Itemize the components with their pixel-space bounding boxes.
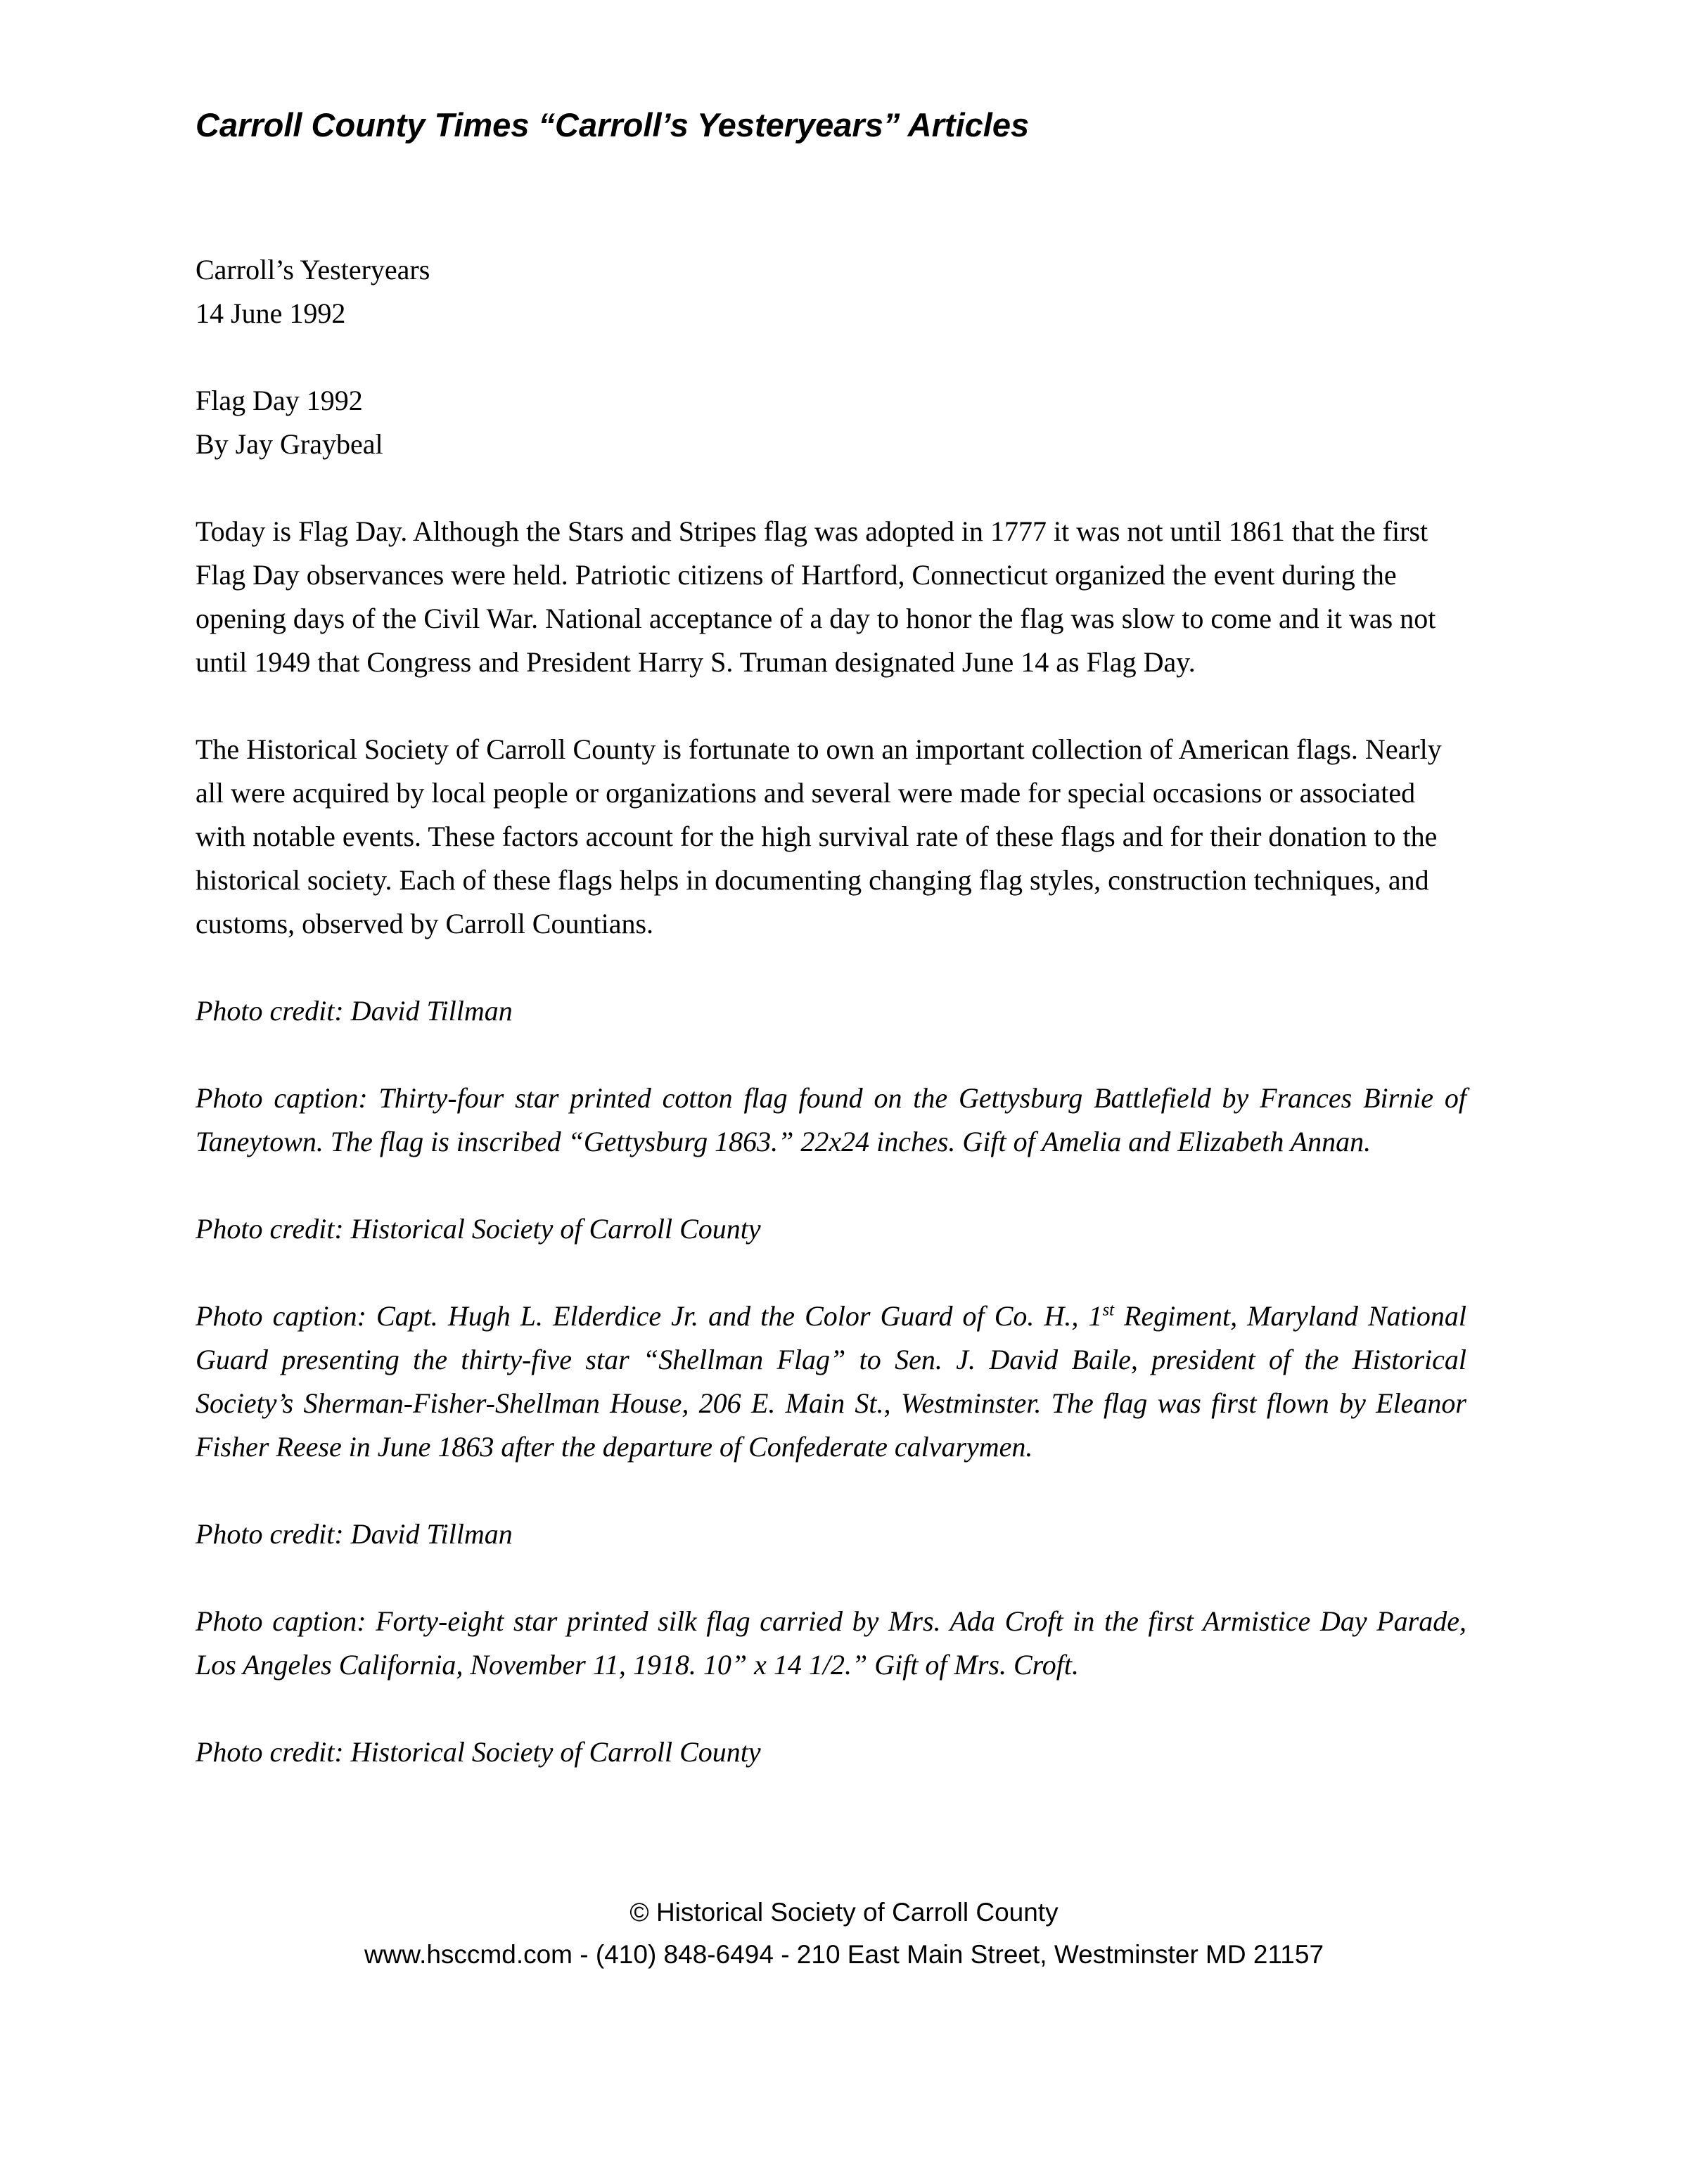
footer-copyright: © Historical Society of Carroll County	[629, 1898, 1059, 1927]
photo-credit-2-block	[196, 1207, 1466, 1251]
document-header-title: Carroll County Times “Carroll’s Yesteryears” Articles	[196, 106, 1030, 143]
article-date-line: 14 June 1992	[196, 297, 346, 329]
article-title-block	[196, 379, 1466, 466]
article-paragraph-1-block	[196, 510, 1466, 684]
article-title-line: Flag Day 1992	[196, 385, 363, 416]
photo-caption-2	[196, 1295, 1466, 1469]
photo-caption-2-post: Regiment, Maryland National Guard presenting the thirty-five star “Shellman Flag” to Sen. J. David Baile, president of the Historical Society’s Sherman-Fisher-Shellman House, 206 E. Main St., Westminster. The flag was first flown by Eleanor Fisher Reese in June 1863 after the departure of Confederate calvarymen.	[196, 1300, 1467, 1463]
article-paragraph-2-block	[196, 728, 1466, 946]
photo-caption-2-pre: Photo caption: Capt. Hugh L. Elderdice Jr. and the Color Guard of Co. H., 1	[196, 1300, 1103, 1332]
article-byline: By Jay Graybeal	[196, 428, 383, 460]
article-body	[196, 248, 1466, 1774]
photo-credit-1-block	[196, 989, 1466, 1033]
photo-caption-1: Photo caption: Thirty-four star printed cotton flag found on the Gettysburg Battlefield by Frances Birnie of Taneytown. The flag is inscribed “Gettysburg 1863.” 22x24 inches. Gift of Amelia and Elizabeth Annan.	[196, 1082, 1466, 1157]
photo-credit-3-block	[196, 1512, 1466, 1556]
article-paragraph-1: Today is Flag Day. Although the Stars and Stripes flag was adopted in 1777 it was not until 1861 that the first Flag Day observances were held. Patriotic citizens of Hartford, Connecticut organized the event during the opening days of the Civil War. National acceptance of a day to honor the flag was slow to come and it was not until 1949 that Congress and President Harry S. Truman designated June 14 as Flag Day.	[196, 515, 1436, 678]
photo-credit-4-block	[196, 1730, 1466, 1774]
article-series-line: Carroll’s Yesteryears	[196, 254, 430, 285]
photo-caption-2-block	[196, 1295, 1466, 1469]
photo-credit-2: Photo credit: Historical Society of Carroll County	[196, 1213, 761, 1245]
photo-credit-4: Photo credit: Historical Society of Carroll County	[196, 1736, 761, 1768]
article-meta-block	[196, 248, 1466, 335]
photo-caption-1-block	[196, 1077, 1466, 1164]
photo-credit-3: Photo credit: David Tillman	[196, 1518, 513, 1550]
document-footer	[0, 1891, 1688, 1976]
article-paragraph-2: The Historical Society of Carroll County is fortunate to own an important collection of American flags. Nearly all were acquired by local people or organizations and several were made for special occasions or associated with notable events. These factors account for the high survival rate of these flags and for their donation to the historical society. Each of these flags helps in documenting changing flag styles, construction techniques, and customs, observed by Carroll Countians.	[196, 733, 1442, 939]
footer-contact: www.hsccmd.com - (410) 848-6494 - 210 East Main Street, Westminster MD 21157	[364, 1940, 1324, 1969]
photo-caption-3: Photo caption: Forty-eight star printed silk flag carried by Mrs. Ada Croft in the first Armistice Day Parade, Los Angeles California, November 11, 1918. 10” x 14 1/2.” Gift of Mrs. Croft.	[196, 1605, 1466, 1681]
photo-caption-2-ordinal-suffix: st	[1102, 1300, 1114, 1320]
photo-caption-3-block	[196, 1600, 1466, 1687]
photo-credit-1: Photo credit: David Tillman	[196, 995, 513, 1027]
